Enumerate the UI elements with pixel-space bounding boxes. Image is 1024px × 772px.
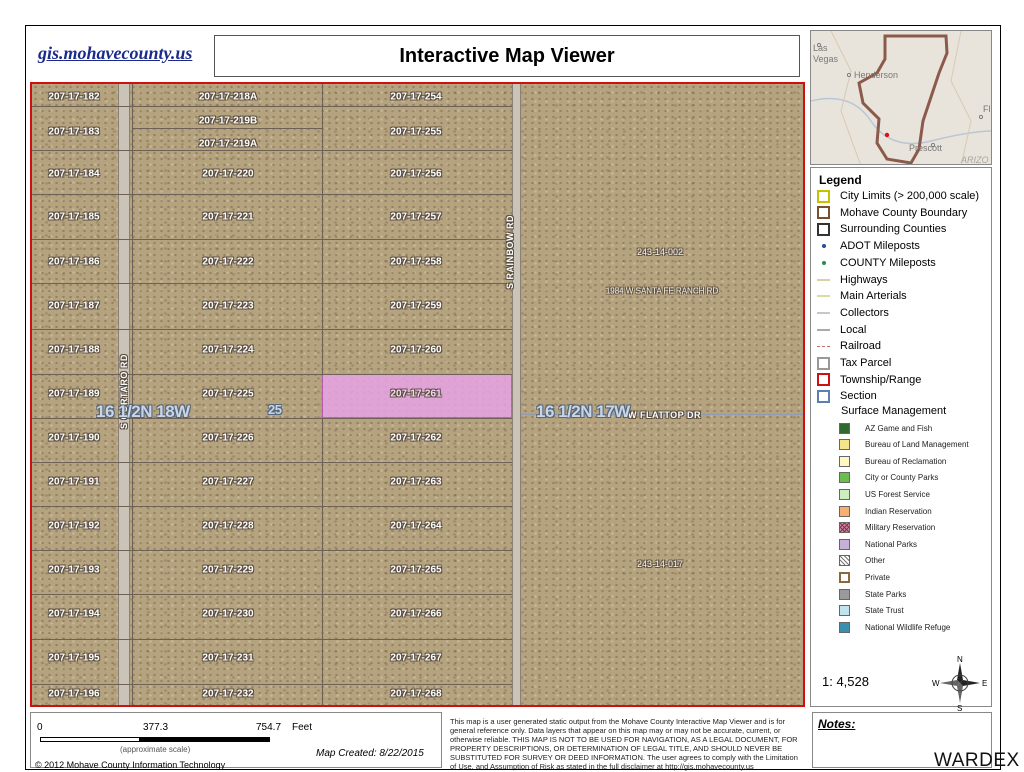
parcel-label[interactable]: 207-17-226 (202, 432, 254, 444)
legend-item (817, 372, 921, 388)
parcel-label[interactable]: 207-17-219A (198, 138, 258, 150)
legend-panel (810, 167, 992, 707)
box-swatch-icon (817, 373, 830, 386)
parcel-label[interactable]: 207-17-182 (48, 91, 100, 103)
surface-swatch-icon (839, 605, 850, 616)
surface-swatch-icon (839, 572, 850, 583)
surface-legend-label: Other (865, 556, 886, 566)
surface-legend-item (839, 604, 904, 618)
parcel-label[interactable]: 207-17-230 (202, 608, 254, 620)
parcel-label[interactable]: 207-17-264 (390, 520, 442, 532)
surface-legend-label: Indian Reservation (865, 506, 932, 516)
box-swatch-icon (817, 390, 830, 403)
surface-legend-item (839, 521, 935, 535)
parcel-label[interactable]: 207-17-263 (390, 476, 442, 488)
milepost-dot-icon (817, 240, 830, 253)
map-created-date: Map Created: 8/22/2015 (316, 748, 424, 759)
scale-note: (approximate scale) (120, 745, 191, 754)
surface-legend-label: Military Reservation (865, 523, 936, 533)
legend-item (817, 205, 967, 221)
parcel-label[interactable]: 207-17-254 (390, 91, 442, 103)
surface-legend-label: National Parks (865, 539, 918, 549)
surface-swatch-icon (839, 423, 850, 434)
parcel-line (32, 594, 512, 595)
parcel-label[interactable]: 207-17-225 (202, 388, 254, 400)
legend-item (817, 238, 920, 254)
parcel-label[interactable]: 207-17-224 (202, 344, 254, 356)
surface-swatch-icon (839, 589, 850, 600)
legend-item (817, 305, 889, 321)
locator-inset-map[interactable] (810, 30, 992, 165)
road-rainbow (512, 84, 521, 707)
township-label-west: 16 1/2N 18W (96, 402, 190, 421)
surface-legend-item (839, 570, 890, 584)
surface-swatch-icon (839, 456, 850, 467)
parcel-label[interactable]: 207-17-187 (48, 300, 100, 312)
parcel-line (132, 128, 322, 129)
surface-legend-item (839, 504, 932, 518)
surface-swatch-icon (839, 622, 850, 633)
parcel-map[interactable] (30, 82, 805, 707)
scale-unit: Feet (292, 722, 313, 733)
legend-item-label: Main Arterials (840, 290, 907, 303)
parcel-label[interactable]: 207-17-186 (48, 256, 100, 268)
section-label: 25 (268, 402, 282, 417)
scale-tick: 377.3 (143, 722, 169, 733)
parcel-label[interactable]: 207-17-185 (48, 211, 100, 223)
scale-bar-black (140, 737, 270, 742)
parcel-line (32, 506, 512, 507)
parcel-label[interactable]: 207-17-229 (202, 564, 254, 576)
legend-item-label: Highways (840, 273, 888, 286)
parcel-label[interactable]: 207-17-227 (202, 476, 254, 488)
surface-legend-label: State Trust (865, 606, 904, 616)
parcel-line (32, 462, 512, 463)
parcel-label[interactable]: 207-17-257 (390, 211, 442, 223)
legend-item-label: COUNTY Mileposts (840, 256, 936, 269)
surface-legend-label: US Forest Service (865, 489, 930, 499)
surface-swatch-icon (839, 439, 850, 450)
surface-legend-label: State Parks (865, 589, 907, 599)
legend-item-label: Section (840, 390, 877, 403)
inset-label: Fl (983, 104, 991, 114)
line-swatch-icon (817, 290, 830, 303)
legend-item (817, 221, 946, 237)
parcel-label[interactable]: 207-17-231 (202, 652, 254, 664)
legend-item-label: Tax Parcel (840, 357, 892, 369)
location-marker (885, 133, 889, 137)
surface-legend-label: City or County Parks (865, 473, 939, 483)
parcel-label[interactable]: 207-17-220 (202, 168, 254, 180)
compass-s: S (957, 704, 963, 711)
parcel-label[interactable]: 207-17-265 (390, 564, 442, 576)
parcel-line (32, 639, 512, 640)
disclaimer-text: This map is a user generated static output from the Mohave County Interactive Map Viewer and is for general reference only. Data layers that appear on this map may or may not be accurate, current, or otherwise reliable. THIS MAP IS NOT TO BE USED FOR NAVIGATION, AS A LEGAL DOCUMENT, FOR PROPERTY DESCRIPTIONS, OR DETERMINATION OF LEGAL TITLE, AND SHOULD NEVER BE SUBSTITUTED FOR SURVEY OR DEED INFORMATION. The user agrees to comply with the Limitation of Use, and Assumption of Risk as stated in the full disclaimer at http://gis.mohavecounty.us (450, 717, 798, 771)
legend-item-label: Collectors (840, 306, 889, 319)
parcel-line (32, 150, 512, 151)
parcel-label[interactable]: 207-17-266 (390, 608, 442, 620)
compass-rose-icon (932, 655, 988, 711)
surface-legend-item (839, 554, 885, 568)
milepost-dot-icon (817, 256, 830, 269)
compass-n: N (957, 655, 963, 664)
parcel-label[interactable]: 207-17-232 (202, 688, 254, 700)
parcel-label[interactable]: 207-17-267 (390, 652, 442, 664)
legend-item (817, 255, 936, 271)
parcel-label-east[interactable]: 243-14-017 (636, 559, 684, 569)
parcel-label[interactable]: 207-17-190 (48, 432, 100, 444)
parcel-label[interactable]: 207-17-228 (202, 520, 254, 532)
parcel-label[interactable]: 207-17-268 (390, 688, 442, 700)
legend-item (817, 188, 979, 204)
parcel-line (32, 106, 512, 107)
parcel-label[interactable]: 207-17-191 (48, 476, 100, 488)
parcel-line (32, 239, 512, 240)
surface-swatch-icon (839, 539, 850, 550)
legend-item-label: Local (840, 323, 867, 336)
parcel-line (32, 329, 512, 330)
inset-label: Prescott (909, 143, 943, 153)
legend-item-label: ADOT Mileposts (840, 240, 920, 253)
legend-item (817, 388, 877, 404)
parcel-label[interactable]: 207-17-196 (48, 688, 100, 700)
surface-swatch-icon (839, 555, 850, 566)
legend-item (817, 355, 891, 371)
parcel-line (132, 84, 133, 707)
surface-swatch-icon (839, 472, 850, 483)
surface-swatch-icon (839, 522, 850, 533)
surface-legend-item (839, 587, 906, 601)
line-swatch-icon (817, 273, 830, 286)
parcel-label[interactable]: 207-17-261 (390, 388, 442, 400)
surface-legend-item (839, 438, 969, 452)
parcel-line (32, 684, 512, 685)
parcel-label[interactable]: 207-17-189 (48, 388, 100, 400)
legend-title: Legend (819, 173, 862, 187)
parcel-label[interactable]: 207-17-262 (390, 432, 442, 444)
parcel-label[interactable]: 207-17-223 (202, 300, 254, 312)
line-swatch-icon (817, 340, 830, 353)
surface-legend-item (839, 421, 932, 435)
box-swatch-icon (817, 190, 830, 203)
parcel-line (32, 374, 512, 375)
road-label-cortaro: S CORTARO RD (119, 354, 129, 429)
legend-item (817, 338, 881, 354)
parcel-label[interactable]: 207-17-193 (48, 564, 100, 576)
inset-label: Henderson (854, 70, 899, 80)
site-link[interactable]: gis.mohavecounty.us (38, 43, 193, 63)
legend-item (817, 272, 888, 288)
inset-label: ARIZO (961, 155, 989, 165)
surface-legend-item (839, 620, 950, 634)
notes-label: Notes: (818, 717, 856, 731)
parcel-label[interactable]: 207-17-188 (48, 344, 100, 356)
parcel-label[interactable]: 207-17-260 (390, 344, 442, 356)
surface-swatch-icon (839, 489, 850, 500)
surface-legend-item (839, 454, 946, 468)
surface-legend-label: Bureau of Reclamation (865, 456, 947, 466)
scale-bar-white (40, 737, 140, 742)
surface-legend-label: Private (865, 572, 890, 582)
surface-legend-item (839, 487, 930, 501)
locator-inset-svg (811, 31, 992, 165)
road-label-flattop: W FLATTOP DR (628, 410, 701, 420)
compass-e: E (982, 679, 988, 688)
compass-w: W (932, 679, 940, 688)
surface-legend-label: AZ Game and Fish (865, 423, 933, 433)
scale-tick: 0 (37, 722, 43, 733)
address-label: 1984 W SANTA FE RANCH RD (605, 286, 719, 296)
parcel-label[interactable]: 207-17-195 (48, 652, 100, 664)
parcel-label-east[interactable]: 243-14-002 (636, 247, 684, 257)
map-scale: 1: 4,528 (822, 674, 869, 689)
surface-legend-item (839, 471, 938, 485)
parcel-label[interactable]: 207-17-192 (48, 520, 100, 532)
parcel-label[interactable]: 207-17-184 (48, 168, 100, 180)
surface-swatch-icon (839, 506, 850, 517)
legend-item-label: Railroad (840, 340, 881, 353)
parcel-label[interactable]: 207-17-221 (202, 211, 254, 223)
parcel-label[interactable]: 207-17-259 (390, 300, 442, 312)
legend-item (817, 322, 866, 338)
scale-tick: 754.7 (256, 722, 282, 733)
parcel-label[interactable]: 207-17-183 (48, 126, 100, 138)
township-label-east: 16 1/2N 17W (536, 402, 630, 421)
box-swatch-icon (817, 206, 830, 219)
parcel-label[interactable]: 207-17-219B (198, 115, 258, 127)
legend-item-label: Mohave County Boundary (840, 206, 968, 219)
page-title: Interactive Map Viewer (214, 35, 800, 77)
line-swatch-icon (817, 306, 830, 319)
box-swatch-icon (817, 357, 830, 370)
legend-item-label: Surrounding Counties (840, 223, 947, 236)
parcel-label[interactable]: 207-17-256 (390, 168, 442, 180)
legend-item (817, 288, 907, 304)
parcel-label[interactable]: 207-17-218A (198, 91, 258, 103)
parcel-label[interactable]: 207-17-222 (202, 256, 254, 268)
parcel-line (32, 194, 512, 195)
parcel-label[interactable]: 207-17-194 (48, 608, 100, 620)
parcel-line (32, 283, 512, 284)
inset-label: Las (813, 43, 828, 53)
surface-legend-label: National Wildlife Refuge (865, 622, 951, 632)
parcel-label[interactable]: 207-17-255 (390, 126, 442, 138)
legend-item-label: Township/Range (840, 373, 922, 386)
inset-label: Vegas (813, 54, 839, 64)
parcel-label[interactable]: 207-17-258 (390, 256, 442, 268)
surface-legend-item (839, 537, 917, 551)
surface-legend-label: Bureau of Land Management (865, 440, 969, 450)
road-label-rainbow: S RAINBOW RD (505, 215, 515, 289)
watermark: WARDEX (934, 750, 1020, 771)
parcel-line (32, 550, 512, 551)
legend-item-label: City Limits (> 200,000 scale) (840, 190, 980, 202)
surface-management-title: Surface Management (841, 405, 947, 417)
line-swatch-icon (817, 323, 830, 336)
box-swatch-icon (817, 223, 830, 236)
copyright: © 2012 Mohave County Information Technology (35, 760, 226, 770)
